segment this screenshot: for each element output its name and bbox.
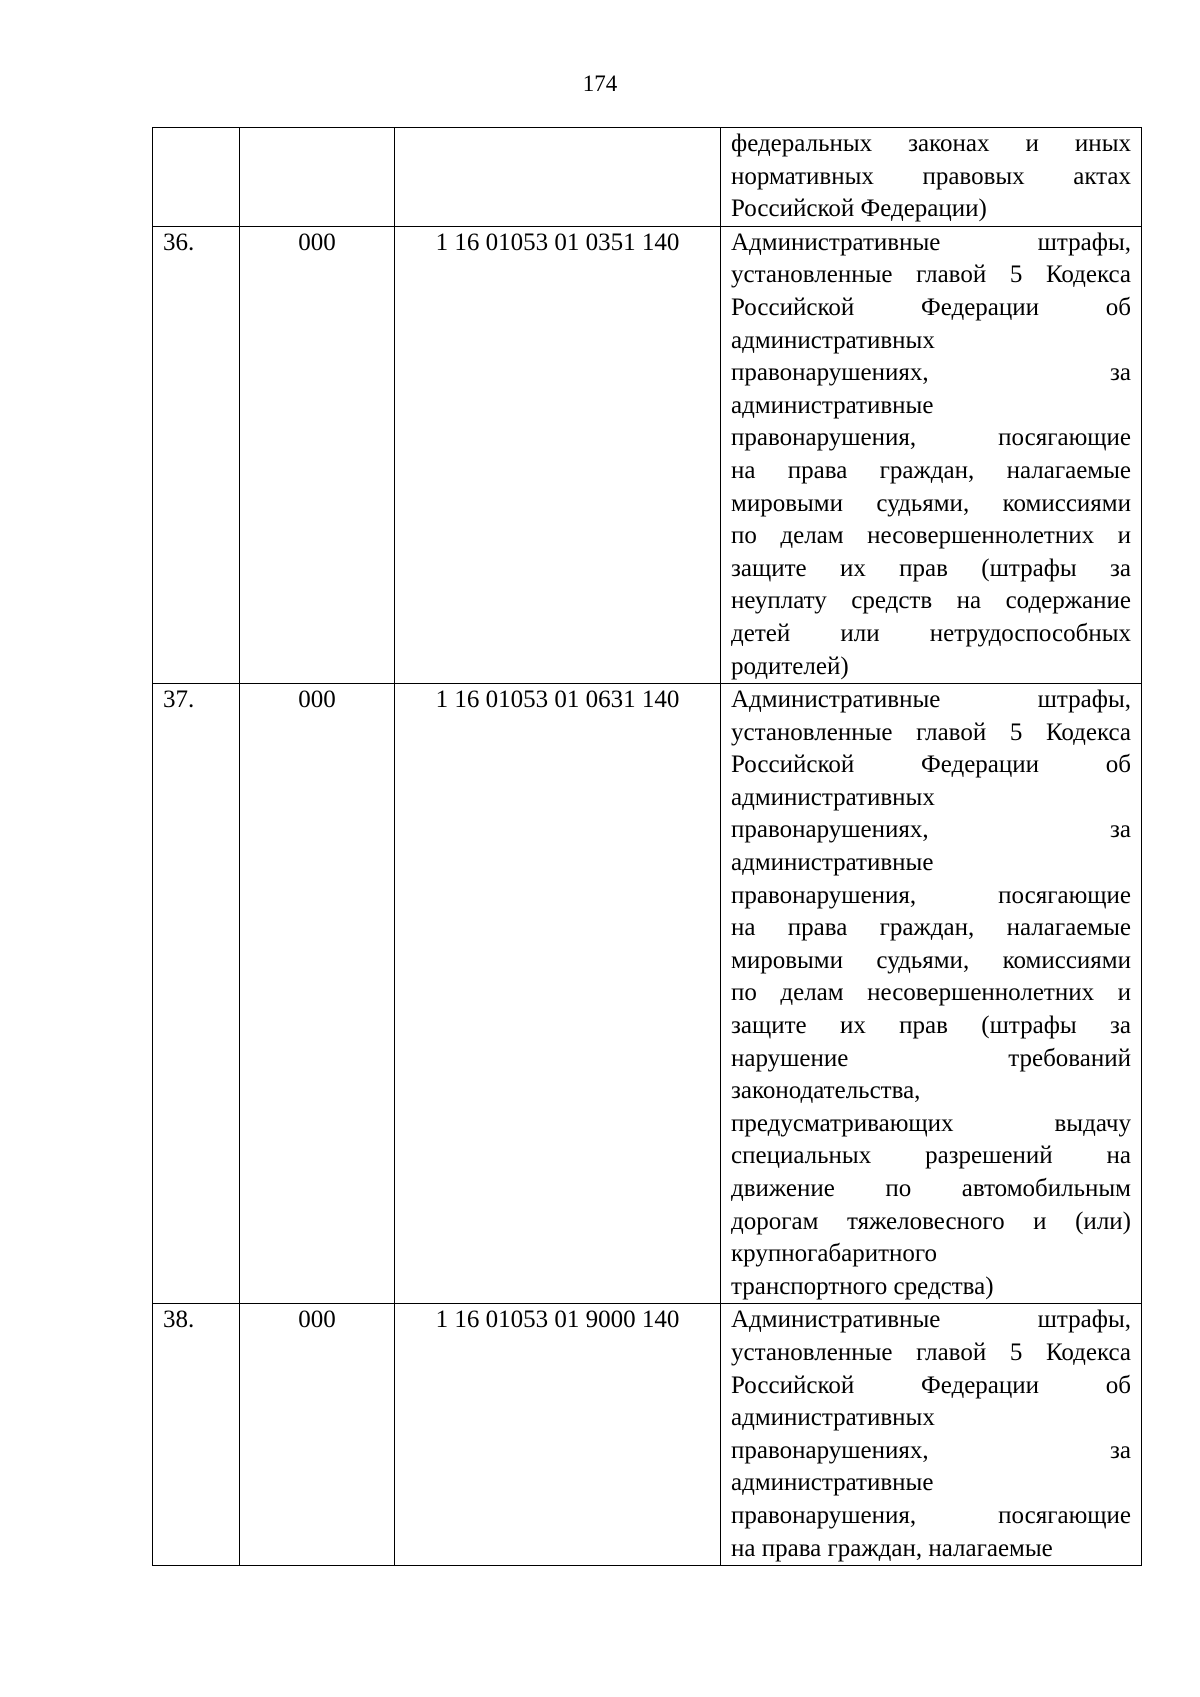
text-line: законодательства,: [731, 1077, 921, 1105]
income-name-cell: [721, 128, 1142, 227]
budget-code-cell: [395, 128, 721, 227]
budget-code-cell: 1 16 01053 01 0351 140: [395, 226, 721, 683]
text-line: на права граждан, налагаемые: [731, 1534, 1053, 1562]
text-line: Административные штрафы,: [731, 686, 1131, 714]
text-line: мировыми судьями, комиссиями: [731, 946, 1131, 974]
text-line: Российской Федерации об: [731, 293, 1131, 321]
text-line: защите их прав (штрафы за: [731, 1012, 1131, 1040]
text-line: правонарушения, посягающие: [731, 424, 1131, 452]
text-line: родителей): [731, 652, 849, 680]
text-line: Административные штрафы,: [731, 228, 1131, 256]
row-number-cell: [153, 128, 240, 227]
row-number-cell: 37.: [153, 684, 240, 1304]
text-line: Российской Федерации об: [731, 1371, 1131, 1399]
text-line: специальных разрешений на: [731, 1142, 1131, 1170]
table-row: [153, 684, 1142, 1304]
text-line: крупногабаритного: [731, 1240, 938, 1268]
text-line: административные: [731, 849, 934, 877]
text-line: правонарушения, посягающие: [731, 1501, 1131, 1529]
text-line: установленные главой 5 Кодекса: [731, 261, 1131, 289]
text-line: дорогам тяжеловесного и (или): [731, 1207, 1131, 1235]
text-line: неуплату средств на содержание: [731, 587, 1131, 615]
row-number-cell: 36.: [153, 226, 240, 683]
text-line: установленные главой 5 Кодекса: [731, 718, 1131, 746]
text-line: административных: [731, 326, 935, 354]
text-line: административных: [731, 783, 935, 811]
budget-codes-table: [152, 127, 1142, 1566]
text-line: Российской Федерации): [731, 195, 987, 223]
table-row: [153, 1304, 1142, 1566]
text-line: нарушение требований: [731, 1044, 1131, 1072]
income-name-cell: [721, 684, 1142, 1304]
table-row: [153, 128, 1142, 227]
text-line: на права граждан, налагаемые: [731, 914, 1131, 942]
admin-code-cell: 000: [240, 684, 395, 1304]
text-line: предусматривающих выдачу: [731, 1109, 1131, 1137]
text-line: движение по автомобильным: [731, 1175, 1131, 1202]
table-row: [153, 226, 1142, 683]
text-line: защите их прав (штрафы за: [731, 554, 1131, 582]
row-number-cell: 38.: [153, 1304, 240, 1566]
text-line: установленные главой 5 Кодекса: [731, 1338, 1131, 1366]
admin-code-cell: 000: [240, 226, 395, 683]
text-line: административных: [731, 1404, 935, 1432]
text-line: транспортного средства): [731, 1272, 994, 1300]
text-line: детей или нетрудоспособных: [731, 619, 1131, 647]
text-line: административные: [731, 391, 934, 419]
text-line: Административные штрафы,: [731, 1306, 1131, 1334]
text-line: Российской Федерации об: [731, 751, 1131, 779]
text-line: правонарушениях, за: [731, 359, 1131, 387]
income-name-cell: [721, 226, 1142, 683]
text-line: правонарушениях, за: [731, 1436, 1131, 1464]
page-number: 174: [582, 71, 618, 96]
budget-code-cell: 1 16 01053 01 9000 140: [395, 1304, 721, 1566]
text-line: правонарушения, посягающие: [731, 881, 1131, 909]
text-line: на права граждан, налагаемые: [731, 456, 1131, 484]
admin-code-cell: [240, 128, 395, 227]
text-line: нормативных правовых актах: [731, 162, 1131, 190]
text-line: административные: [731, 1469, 934, 1497]
text-line: по делам несовершеннолетних и: [731, 522, 1131, 550]
income-name-cell: [721, 1304, 1142, 1566]
table-body: [153, 128, 1142, 1566]
budget-code-cell: 1 16 01053 01 0631 140: [395, 684, 721, 1304]
text-line: правонарушениях, за: [731, 816, 1131, 844]
text-line: по делам несовершеннолетних и: [731, 979, 1131, 1007]
text-line: федеральных законах и иных: [731, 130, 1131, 157]
text-line: мировыми судьями, комиссиями: [731, 489, 1131, 517]
admin-code-cell: 000: [240, 1304, 395, 1566]
